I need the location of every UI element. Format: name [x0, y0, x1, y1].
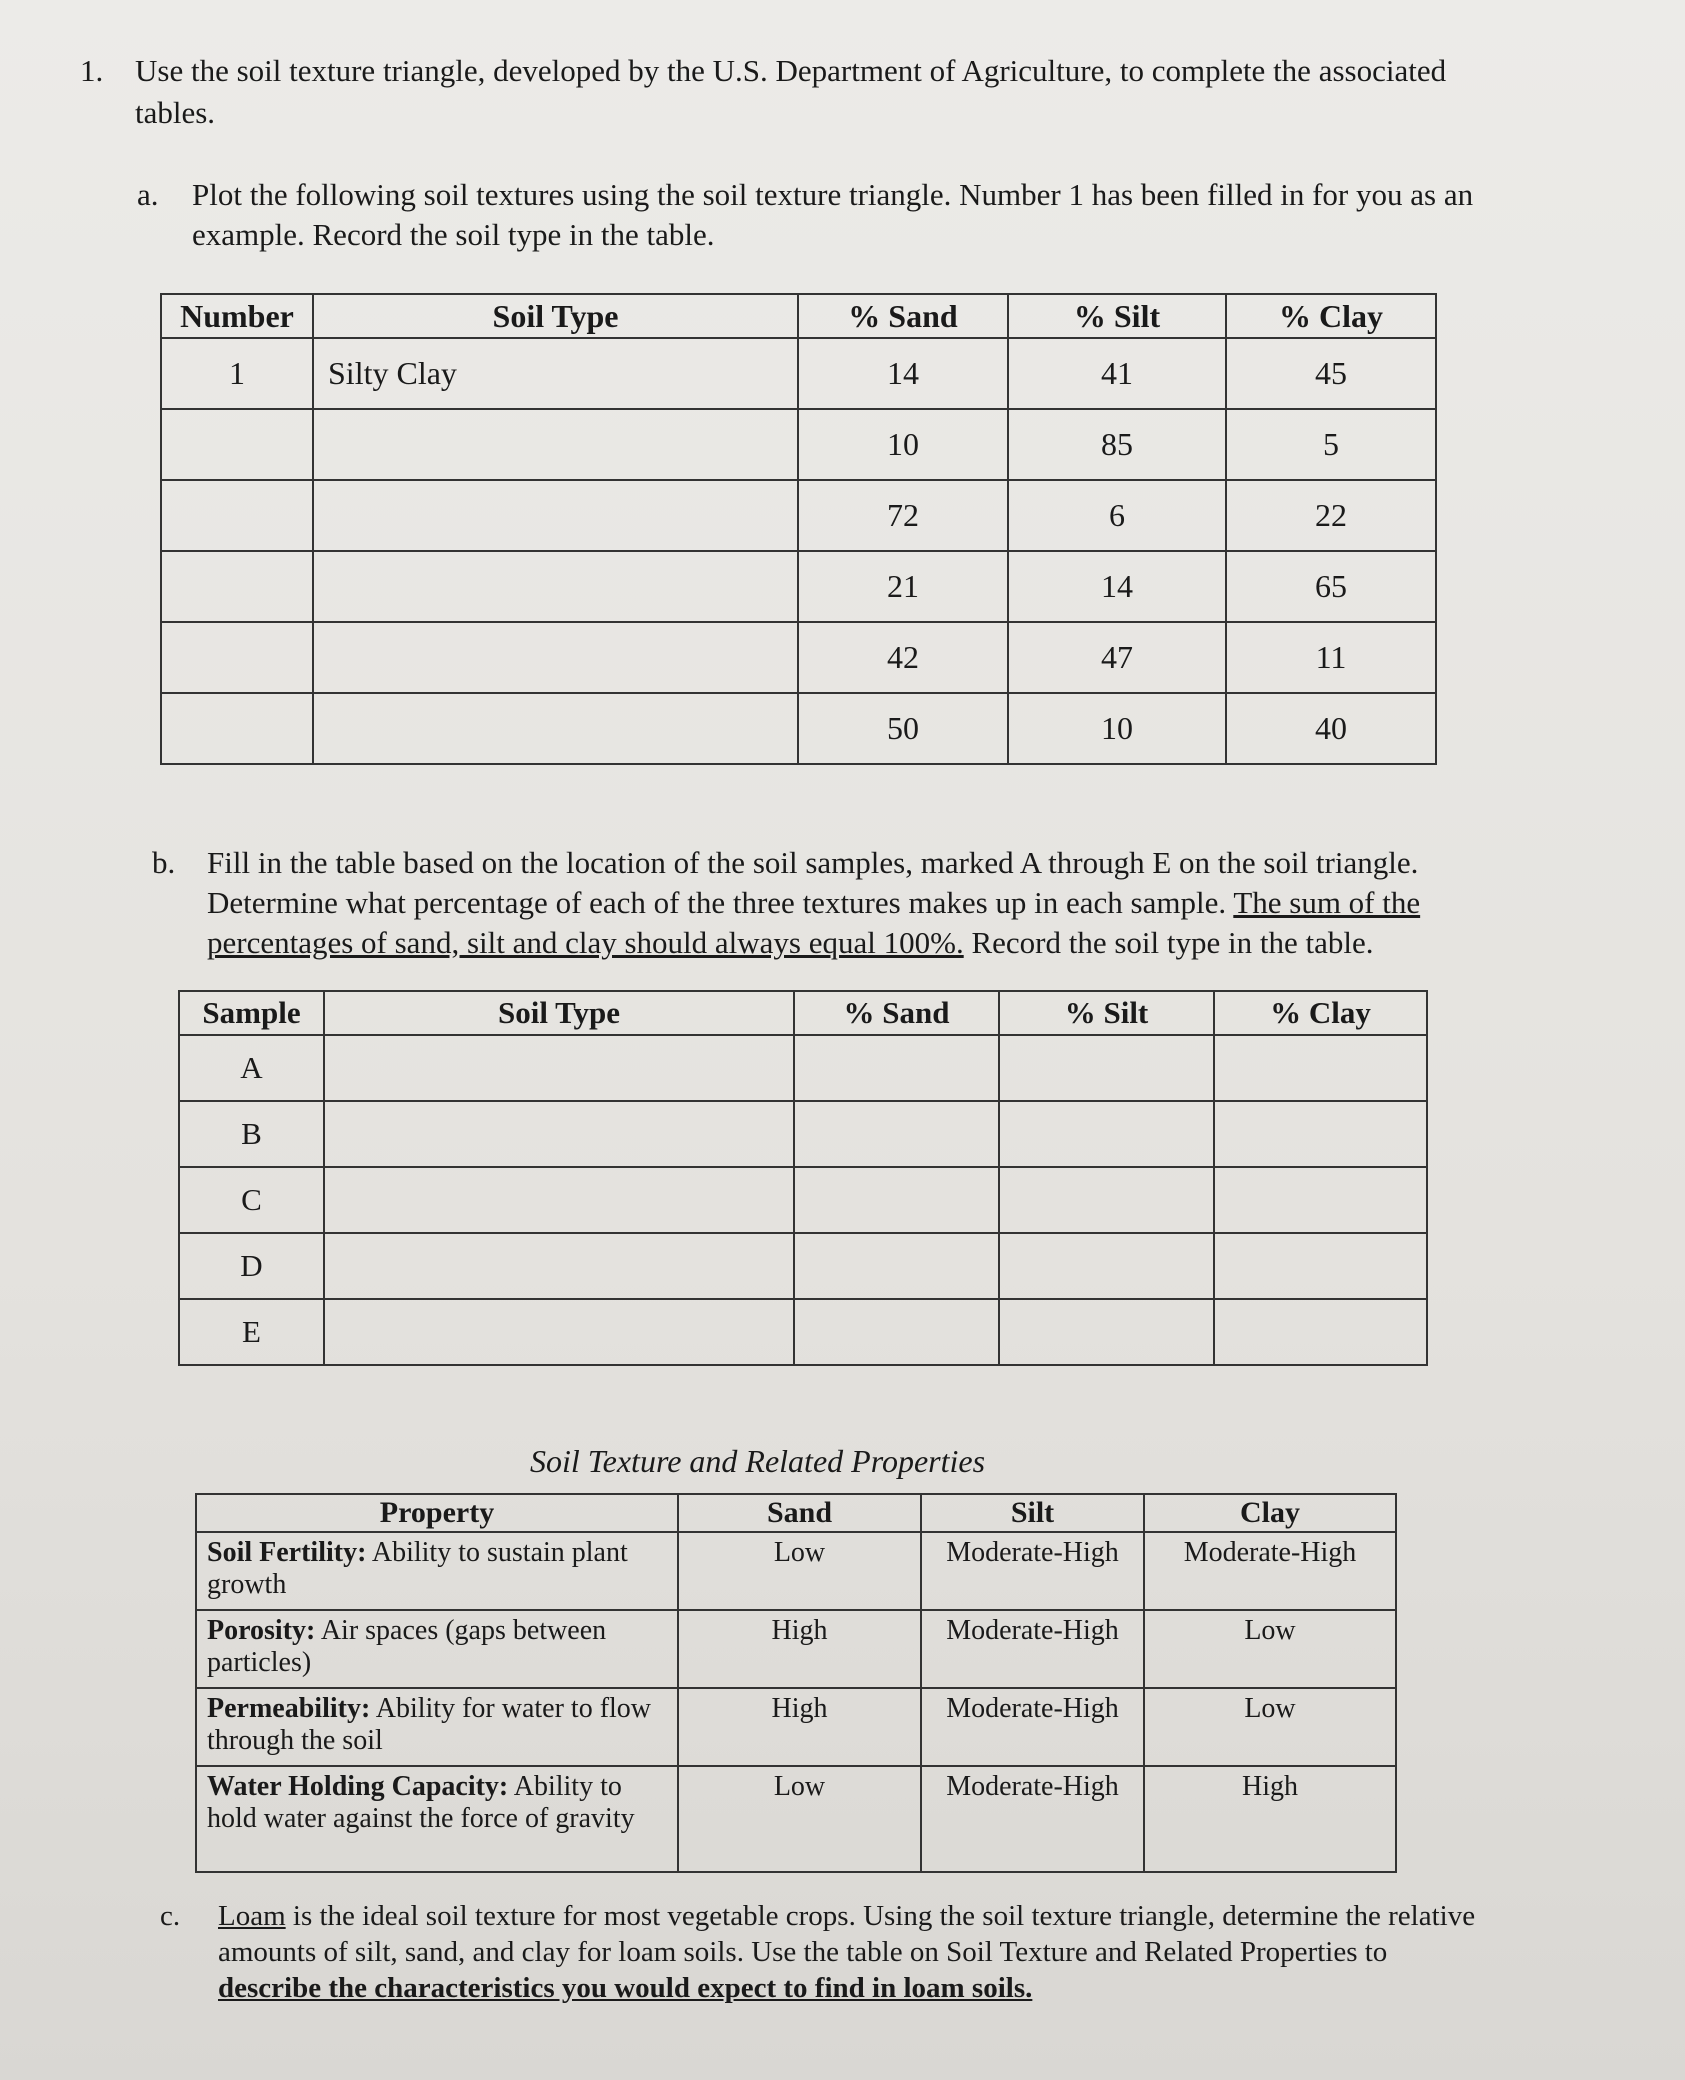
property-name: Soil Fertility:: [207, 1537, 367, 1568]
header-soil-type: Soil Type: [313, 294, 798, 338]
cell-clay: High: [1144, 1766, 1396, 1872]
header-silt: % Silt: [999, 991, 1214, 1035]
cell-sand: Low: [678, 1766, 921, 1872]
cell-sand[interactable]: [794, 1101, 999, 1167]
cell-silt: Moderate-High: [921, 1532, 1144, 1610]
cell-number[interactable]: [161, 693, 313, 764]
cell-silt[interactable]: [999, 1101, 1214, 1167]
part-b-text: [207, 843, 1547, 963]
part-b-text-2: Record the soil type in the table.: [971, 925, 1374, 960]
property-porosity: [196, 1610, 678, 1688]
header-sample: Sample: [179, 991, 324, 1035]
cell-soil-type[interactable]: [313, 622, 798, 693]
cell-clay: 11: [1226, 622, 1436, 693]
cell-silt: 85: [1008, 409, 1226, 480]
properties-caption: Soil Texture and Related Properties: [530, 1443, 986, 1479]
part-b-text-1: Fill in the table based on the location of the soil samples, marked A through E on the soil triangle. Determine what percentage of each of the three textures makes up in each sample.: [207, 845, 1419, 920]
cell-clay: Low: [1144, 1688, 1396, 1766]
cell-silt: 41: [1008, 338, 1226, 409]
header-sand: % Sand: [794, 991, 999, 1035]
cell-sample: B: [179, 1101, 324, 1167]
part-c-loam: Loam: [218, 1900, 286, 1932]
part-b-text-underlined: The sum of the percentages of sand, silt and clay should always equal 100%.: [207, 885, 1421, 960]
table-row: [161, 338, 1436, 409]
table-row: [196, 1532, 1396, 1610]
cell-silt: 47: [1008, 622, 1226, 693]
cell-sample: D: [179, 1233, 324, 1299]
part-c-label: c.: [160, 1900, 181, 1932]
header-silt: % Silt: [1008, 294, 1226, 338]
cell-sand: 10: [798, 409, 1008, 480]
cell-sand[interactable]: [794, 1233, 999, 1299]
table-row: [161, 551, 1436, 622]
table-row: [179, 1101, 1427, 1167]
part-c-text-1: is the ideal soil texture for most vegetable crops. Using the soil texture triangle, determine the relative amounts of silt, sand, and clay for loam soils. Use the table on Soil Texture and Related Properties to: [218, 1900, 1476, 1968]
cell-sand: 50: [798, 693, 1008, 764]
part-a-label: a.: [137, 177, 159, 212]
cell-sand: 21: [798, 551, 1008, 622]
property-name: Porosity:: [207, 1615, 316, 1646]
cell-clay[interactable]: [1214, 1299, 1427, 1365]
cell-sand[interactable]: [794, 1167, 999, 1233]
cell-soil-type[interactable]: [313, 480, 798, 551]
cell-soil-type[interactable]: [324, 1233, 794, 1299]
cell-soil-type[interactable]: [324, 1299, 794, 1365]
table-a-header-row: [161, 294, 1436, 338]
property-name: Water Holding Capacity:: [207, 1771, 509, 1802]
cell-number[interactable]: [161, 622, 313, 693]
cell-silt: Moderate-High: [921, 1766, 1144, 1872]
cell-silt: 14: [1008, 551, 1226, 622]
cell-number[interactable]: [161, 551, 313, 622]
cell-clay: Moderate-High: [1144, 1532, 1396, 1610]
cell-silt: Moderate-High: [921, 1688, 1144, 1766]
part-b-label: b.: [152, 845, 176, 880]
property-soil-fertility: [196, 1532, 678, 1610]
table-row: [161, 693, 1436, 764]
table-row: [196, 1688, 1396, 1766]
table-row: [161, 622, 1436, 693]
table-row: [161, 409, 1436, 480]
property-desc: Air spaces (gaps between particles): [207, 1615, 607, 1678]
property-permeability: [196, 1688, 678, 1766]
cell-silt[interactable]: [999, 1035, 1214, 1101]
cell-sand: 72: [798, 480, 1008, 551]
cell-soil-type[interactable]: [313, 693, 798, 764]
cell-sample: E: [179, 1299, 324, 1365]
cell-number[interactable]: [161, 480, 313, 551]
header-clay: % Clay: [1214, 991, 1427, 1035]
part-c-text-bold: describe the characteristics you would expect to find in loam soils.: [218, 1972, 1033, 2004]
soil-samples-table-b: [178, 990, 1428, 1366]
table-row: [179, 1233, 1427, 1299]
property-desc: Ability to hold water against the force of gravity: [207, 1771, 635, 1834]
table-row: [179, 1035, 1427, 1101]
cell-clay: 5: [1226, 409, 1436, 480]
cell-sand: High: [678, 1610, 921, 1688]
cell-sand[interactable]: [794, 1035, 999, 1101]
soil-texture-table-a: [160, 293, 1437, 765]
cell-clay[interactable]: [1214, 1101, 1427, 1167]
header-clay: % Clay: [1226, 294, 1436, 338]
property-desc: Ability to sustain plant growth: [207, 1537, 628, 1600]
question-text: Use the soil texture triangle, developed by the U.S. Department of Agriculture, to complete the associated tables.: [135, 53, 1447, 130]
header-clay: Clay: [1144, 1494, 1396, 1532]
table-row: [179, 1299, 1427, 1365]
cell-sand: 42: [798, 622, 1008, 693]
properties-header-row: [196, 1494, 1396, 1532]
cell-sand[interactable]: [794, 1299, 999, 1365]
part-a-text: Plot the following soil textures using the soil texture triangle. Number 1 has been filled in for you as an example. Record the soil type in the table.: [192, 177, 1474, 252]
cell-silt: 6: [1008, 480, 1226, 551]
header-soil-type: Soil Type: [324, 991, 794, 1035]
cell-silt[interactable]: [999, 1299, 1214, 1365]
part-c-text: [218, 1898, 1488, 2006]
cell-sample: A: [179, 1035, 324, 1101]
cell-soil-type[interactable]: [313, 551, 798, 622]
cell-silt: 10: [1008, 693, 1226, 764]
table-row: [196, 1766, 1396, 1872]
table-row: [161, 480, 1436, 551]
header-silt: Silt: [921, 1494, 1144, 1532]
question-number: 1.: [80, 53, 104, 88]
cell-sand: 14: [798, 338, 1008, 409]
cell-soil-type[interactable]: Silty Clay: [313, 338, 798, 409]
cell-number: 1: [161, 338, 313, 409]
cell-silt[interactable]: [999, 1167, 1214, 1233]
cell-clay[interactable]: [1214, 1167, 1427, 1233]
header-sand: Sand: [678, 1494, 921, 1532]
cell-soil-type[interactable]: [324, 1035, 794, 1101]
property-desc: Ability for water to flow through the soil: [207, 1693, 652, 1756]
cell-soil-type[interactable]: [313, 409, 798, 480]
soil-properties-table: [195, 1493, 1397, 1873]
cell-clay: Low: [1144, 1610, 1396, 1688]
cell-sand: Low: [678, 1532, 921, 1610]
property-water-holding-capacity: [196, 1766, 678, 1872]
cell-clay: 65: [1226, 551, 1436, 622]
table-b-header-row: [179, 991, 1427, 1035]
property-name: Permeability:: [207, 1693, 371, 1724]
cell-soil-type[interactable]: [324, 1167, 794, 1233]
cell-clay: 22: [1226, 480, 1436, 551]
cell-clay: 40: [1226, 693, 1436, 764]
header-property: Property: [196, 1494, 678, 1532]
cell-sample: C: [179, 1167, 324, 1233]
header-sand: % Sand: [798, 294, 1008, 338]
cell-silt[interactable]: [999, 1233, 1214, 1299]
cell-clay: 45: [1226, 338, 1436, 409]
table-row: [196, 1610, 1396, 1688]
cell-soil-type[interactable]: [324, 1101, 794, 1167]
cell-sand: High: [678, 1688, 921, 1766]
header-number: Number: [161, 294, 313, 338]
table-row: [179, 1167, 1427, 1233]
cell-clay[interactable]: [1214, 1233, 1427, 1299]
cell-clay[interactable]: [1214, 1035, 1427, 1101]
cell-silt: Moderate-High: [921, 1610, 1144, 1688]
cell-number[interactable]: [161, 409, 313, 480]
